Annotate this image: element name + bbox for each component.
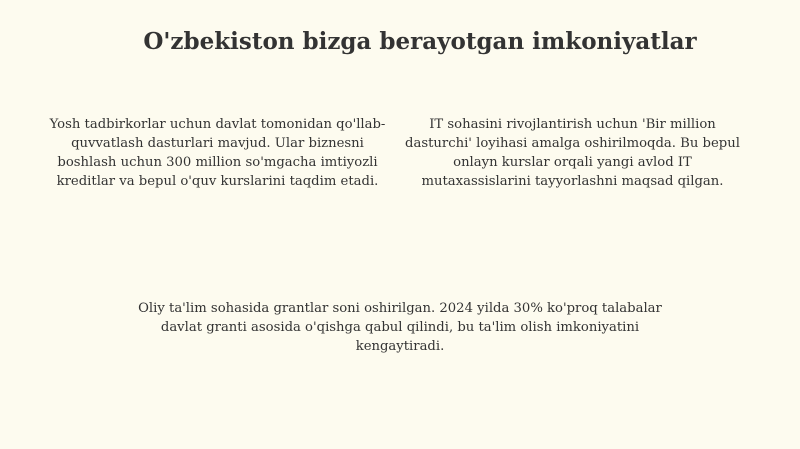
it-sector-paragraph: IT sohasini rivojlantirish uchun 'Bir million dasturchi' loyihasi amalga oshirilmoqda. Bu bepul onlayn kurslar orqali yangi avlod IT mutaxassislarini tayyorlashni maqsad qilgan. [405, 117, 740, 189]
higher-education-paragraph: Oliy ta'lim sohasida grantlar soni oshirilgan. 2024 yilda 30% ko'proq talabalar davlat granti asosida o'qishga qabul qilindi, bu ta'lim olish imkoniyatini kengaytiradi. [138, 301, 662, 354]
youth-entrepreneurs-paragraph: Yosh tadbirkorlar uchun davlat tomonidan qo'llab-quvvatlash dasturlari mavjud. Ular biznesni boshlash uchun 300 million so'mgacha imtiyozli kreditlar va bepul o'quv kurslarini taqdim etadi. [49, 117, 386, 189]
page-title: O'zbekiston bizga berayotgan imkoniyatlar [143, 28, 697, 55]
